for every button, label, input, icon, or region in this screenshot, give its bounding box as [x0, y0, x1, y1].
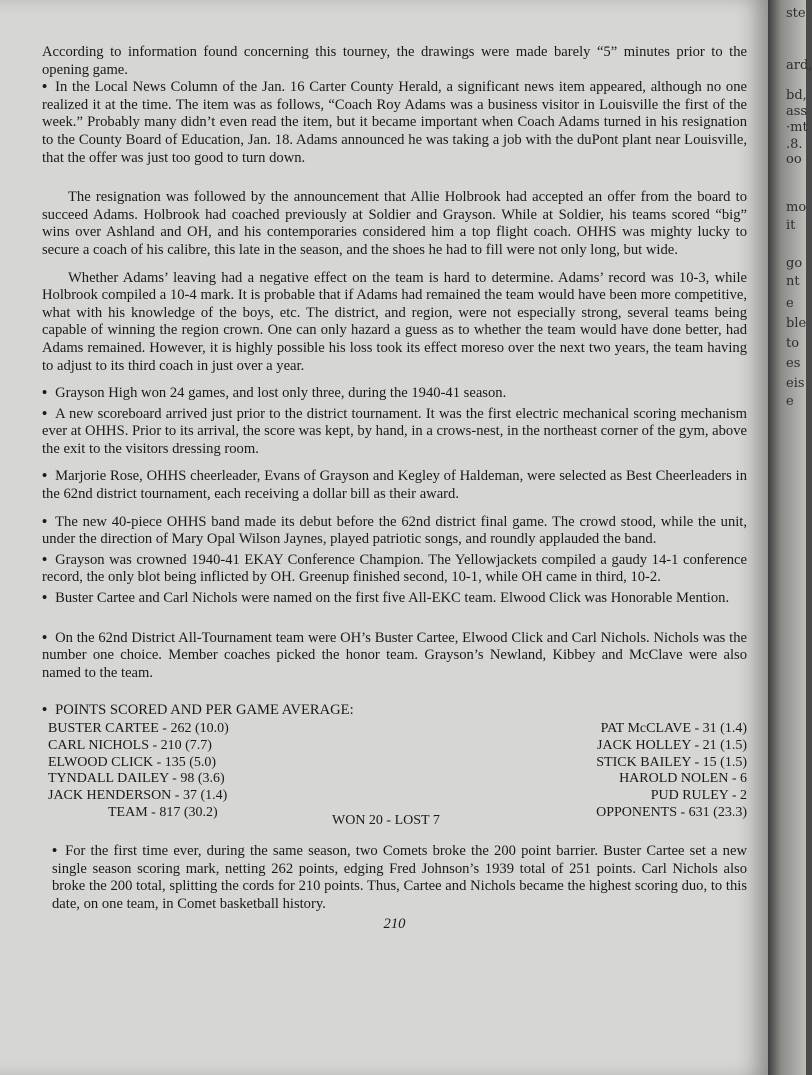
fragment-text: ble — [786, 316, 807, 331]
bullet-all-ekc: • Buster Cartee and Carl Nichols were named on the first five All-EKC team. Elwood Click was Honorable Mention. — [42, 590, 747, 608]
fragment-text: mo — [786, 200, 807, 215]
fragment-text: .8. — [786, 137, 803, 152]
player-row: ELWOOD CLICK - 135 (5.0) — [48, 754, 217, 770]
adjacent-page-edge — [768, 0, 812, 1075]
fragment-text: e — [786, 394, 794, 409]
fragment-text: nt — [786, 274, 800, 289]
fragment-text: e — [786, 296, 794, 311]
bullet-band: • The new 40-piece OHHS band made its debut before the 62nd district final game. The crowd stood, while the unit, under the direction of Mary Opal Wilson Jaynes, played patriotic songs, and roundly applauded the band. — [42, 514, 747, 549]
team-total: TEAM - 817 (30.2) — [108, 804, 218, 820]
fragment-text: go — [786, 256, 803, 271]
bullet-all-tournament: • On the 62nd District All-Tournament team were OH’s Buster Cartee, Elwood Click and Carl Nichols. Nichols was the number one choice. Member coaches picked the honor team. Grayson’s Newland, Kibbey and McClave were also named to the team. — [42, 630, 747, 683]
opponents-total: OPPONENTS - 631 (23.3) — [596, 804, 747, 820]
player-row: TYNDALL DAILEY - 98 (3.6) — [48, 771, 225, 787]
points-table — [42, 721, 747, 831]
bullet-cheerleaders: • Marjorie Rose, OHHS cheerleader, Evans of Grayson and Kegley of Haldeman, were selected as Best Cheerleaders in the 62nd district tournament, each receiving a dollar bill as their award. — [42, 468, 747, 503]
bullet-ekay-champion: • Grayson was crowned 1940-41 EKAY Conference Champion. The Yellowjackets compiled a gaudy 14-1 conference record, the only blot being inflicted by OH. Greenup finished second, 10-1, while OH came in third, 10-2. — [42, 552, 747, 587]
player-row: CARL NICHOLS - 210 (7.7) — [48, 737, 212, 753]
fragment-text: to — [786, 336, 800, 351]
fragment-text: eis — [786, 376, 805, 391]
player-row: BUSTER CARTEE - 262 (10.0) — [48, 721, 229, 736]
player-row: PUD RULEY - 2 — [650, 788, 747, 804]
page-content — [42, 44, 747, 934]
fragment-text: ard, — [786, 58, 812, 73]
stats-left-column — [48, 721, 229, 822]
season-record: WON 20 - LOST 7 — [332, 813, 440, 828]
fragment-text: ass — [786, 104, 808, 119]
fragment-text: ·mt — [786, 120, 808, 135]
fragment-text: it — [786, 218, 796, 233]
bullet-grayson-record: • Grayson High won 24 games, and lost only three, during the 1940-41 season. — [42, 385, 747, 403]
stats-right-column — [596, 721, 747, 822]
paragraph-local-news: • In the Local News Column of the Jan. 16 Carter County Herald, a significant news item appeared, although no one realized it at the time. The item was as follows, “Coach Roy Adams was a business visitor in Louisville the first of the week.” Probably many didn’t even read the item, but it became important when Coach Adams turned in his resignation to the County Board of Education, Jan. 18. Adams announced he was taking a job with the duPont plant near Louisville, that the offer was just too good to turn down. — [42, 79, 747, 167]
player-row: PAT McCLAVE - 31 (1.4) — [600, 721, 747, 736]
fragment-text: bd, — [786, 88, 807, 103]
player-row: JACK HENDERSON - 37 (1.4) — [48, 788, 228, 804]
paragraph-resignation: The resignation was followed by the announcement that Allie Holbrook had accepted an offer from the board to succeed Adams. Holbrook had coached previously at Soldier and Grayson. While at Soldier, his teams scored “big” wins over Ashland and OH, and his contemporaries considered him a top flight coach. OHHS was mighty lucky to secure a coach of his calibre, this late in the season, and the shoes he had to fill were not only long, but wide. — [42, 189, 747, 258]
page-number: 210 — [383, 916, 406, 933]
paragraph-tourney-drawings: According to information found concerning this tourney, the drawings were made barely “5” minutes prior to the opening game. — [42, 44, 747, 78]
stats-heading: • POINTS SCORED AND PER GAME AVERAGE: — [42, 702, 747, 720]
fragment-text: ste — [786, 6, 806, 21]
player-row: HAROLD NOLEN - 6 — [619, 771, 747, 787]
bullet-scoreboard: • A new scoreboard arrived just prior to the district tournament. It was the first electric mechanical scoring mechanism ever at OHHS. Prior to its arrival, the score was kept, by hand, in a crows-nest, in the northeast corner of the gym, above the exit to the visitors dressing room. — [42, 406, 747, 459]
fragment-text: es — [786, 356, 801, 371]
paragraph-adams-leaving: Whether Adams’ leaving had a negative effect on the team is hard to determine. Adams’ record was 10-3, while Holbrook compiled a 10-4 mark. It is probable that if Adams had remained the team would have been more competitive, what with his knowledge of the boys, etc. The district, and region, were not especially strong, several teams being capable of winning the region crown. One can only hazard a guess as to whether the team would have done better, had Adams remained. However, it is highly possible his loss took its effect moreso over the next two years, the team having to adjust to its third coach in just over a year. — [42, 269, 747, 374]
player-row: JACK HOLLEY - 21 (1.5) — [597, 737, 747, 753]
fragment-text: oo — [786, 152, 802, 167]
paragraph-200-point-barrier: • For the first time ever, during the same season, two Comets broke the 200 point barrier. Buster Cartee set a new single season scoring mark, netting 262 points, edging Fred Johnson’s 1939 total of 251 points. Carl Nichols also broke the 200 total, splitting the cords for 210 points. Thus, Cartee and Nichols became the highest scoring duo, to this date, on one team, in Comet basketball history. — [42, 843, 747, 913]
player-row: STICK BAILEY - 15 (1.5) — [596, 754, 747, 770]
